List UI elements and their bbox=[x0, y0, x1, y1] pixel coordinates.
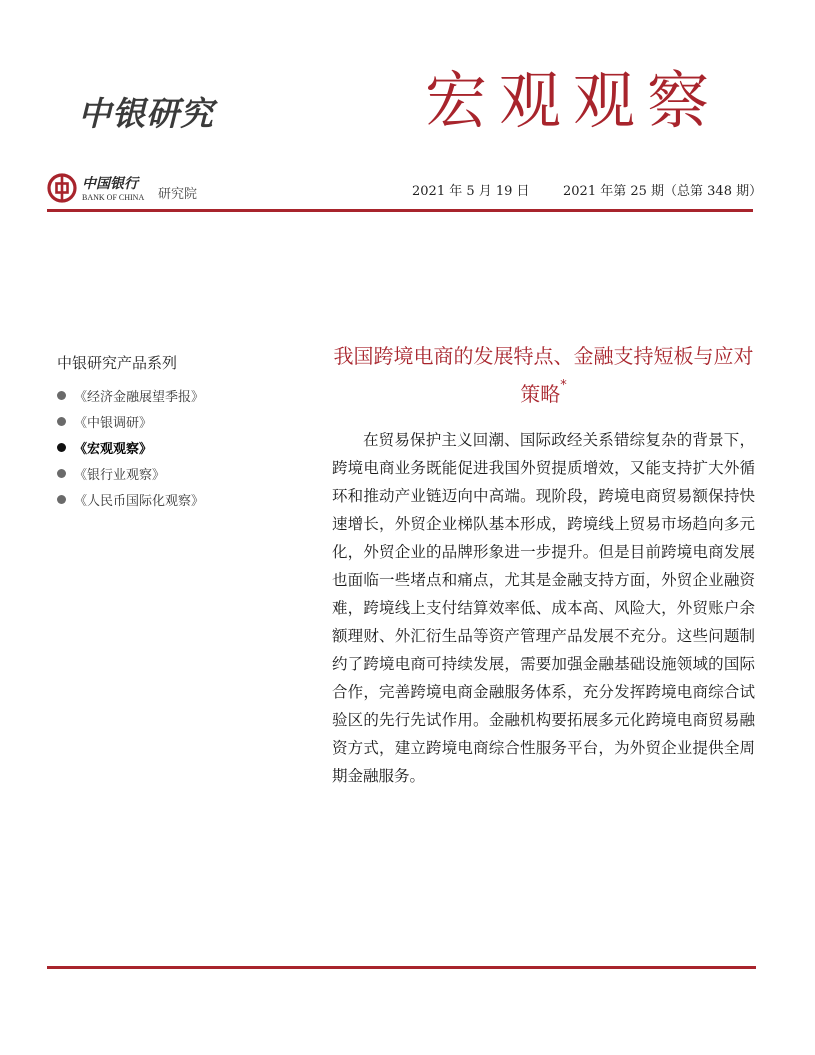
publication-date: 2021 年 5 月 19 日 bbox=[412, 184, 530, 199]
article-abstract: 在贸易保护主义回潮、国际政经关系错综复杂的背景下，跨境电商业务既能促进我国外贸提质增效，又能支持扩大外循环和推动产业链迈向中高端。现阶段，跨境电商贸易额保持快速增长，外贸企业梯队基本形成，跨境线上贸易市场趋向多元化，外贸企业的品牌形象进一步提升。但是目前跨境电商发展也面临一些堵点和痛点，尤其是金融支持方面，外贸企业融资难，跨境线上支付结算效率低、成本高、风险大，外贸账户余额理财、外汇衍生品等资产管理产品发展不充分。这些问题制约了跨境电商可持续发展，需要加强金融基础设施领域的国际合作，完善跨境电商金融服务体系，充分发挥跨境电商综合试验区的先行先试作用。金融机构要拓展多元化跨境电商贸易融资方式，建立跨境电商综合性服务平台，为外贸企业提供全周期金融服务。 bbox=[332, 431, 755, 785]
bullet-icon bbox=[57, 495, 66, 504]
series-item-economic-outlook bbox=[57, 382, 204, 408]
bullet-icon bbox=[57, 391, 66, 400]
series-item-banking-observation bbox=[57, 460, 204, 486]
series-item-label: 《宏观观察》 bbox=[74, 441, 153, 457]
series-item-label: 《经济金融展望季报》 bbox=[74, 389, 205, 405]
bullet-icon bbox=[57, 417, 66, 426]
bullet-icon bbox=[57, 469, 66, 478]
issue-number: 2021 年第 25 期（总第 348 期） bbox=[563, 184, 763, 199]
series-item-label: 《银行业观察》 bbox=[74, 467, 166, 483]
series-item-label: 《人民币国际化观察》 bbox=[74, 493, 205, 509]
bank-of-china-logo-icon bbox=[47, 173, 77, 203]
footer-divider bbox=[47, 966, 756, 969]
header-divider bbox=[47, 209, 753, 212]
article-title bbox=[332, 337, 755, 413]
department-label: 研究院 bbox=[158, 187, 198, 202]
article-title-text: 我国跨境电商的发展特点、金融支持短板与应对策略 bbox=[333, 344, 754, 406]
bank-name-en: BANK OF CHINA bbox=[82, 193, 145, 202]
brand-calligraphy: 中银研究 bbox=[78, 94, 214, 133]
footnote-mark: * bbox=[560, 378, 567, 393]
product-series-list bbox=[57, 382, 204, 512]
series-item-macro-observation bbox=[57, 434, 204, 460]
series-item-label: 《中银调研》 bbox=[74, 415, 153, 431]
bank-name-cn: 中国银行 bbox=[82, 176, 138, 192]
product-series-heading: 中银研究产品系列 bbox=[57, 354, 178, 372]
bullet-icon bbox=[57, 443, 66, 452]
publication-title: 宏观观察 bbox=[425, 64, 722, 137]
series-item-boc-research bbox=[57, 408, 204, 434]
series-item-rmb-internationalization bbox=[57, 486, 204, 512]
